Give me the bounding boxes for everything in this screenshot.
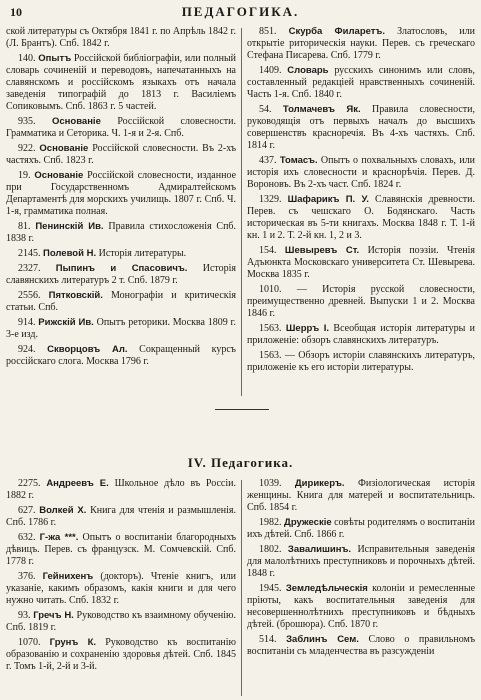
entry-number: 2145. xyxy=(18,248,41,259)
entry-number: 914. xyxy=(18,317,36,328)
catalog-entry xyxy=(6,532,236,568)
entry-number: 1982. xyxy=(259,517,282,528)
entry-text: Опытъ реторики. Москва 1809 г. 3-е изд. xyxy=(6,317,236,340)
entry-author: Толмачевъ Як. xyxy=(282,104,361,115)
entry-author: Рижскій Ив. xyxy=(38,317,94,328)
entry-text: Исправительныя заведенія для малолѣтнихъ преступниковъ и порочныхъ дѣтей. 1848 г. xyxy=(247,544,476,579)
column-divider-top xyxy=(241,28,242,396)
entry-number: 1039. xyxy=(259,478,282,489)
catalog-entry xyxy=(6,610,236,634)
entry-number: 924. xyxy=(18,344,36,355)
entry-author: Гейнихенъ xyxy=(42,571,94,582)
catalog-entry xyxy=(6,248,236,260)
catalog-entry xyxy=(6,344,236,368)
entry-text: — Исторія русской словесности, преимущественно древней. Выпуски 1 и 2. Москва 1846 г. xyxy=(247,284,476,319)
entry-text: Физіологическая исторія женщины. Книга для матерей и воспитательницъ. Спб. 1854 г. xyxy=(247,478,475,513)
catalog-entry xyxy=(6,637,236,673)
column-divider-bottom xyxy=(241,480,242,696)
entry-author: Волкей Х. xyxy=(39,505,87,516)
entry-text: Исторія литературы. xyxy=(98,248,187,259)
entry-number: 140. xyxy=(18,53,36,64)
entry-text: Правила стихосложенія Спб. 1838 г. xyxy=(6,221,237,244)
catalog-entry xyxy=(247,323,475,347)
catalog-entry xyxy=(247,350,475,374)
entry-author: Шевыревъ Ст. xyxy=(284,245,360,256)
entry-author: Шерръ І. xyxy=(285,323,330,334)
entry-number: 514. xyxy=(259,634,277,645)
catalog-entry xyxy=(6,143,236,167)
entry-text: Опытъ о похвальныхъ словахъ, или исторія ихъ словесности и краснорѣчія. Перев. Д. Вороновъ. Въ 2-хъ част. Спб. 1824 г. xyxy=(247,155,476,190)
catalog-entry xyxy=(6,505,236,529)
entry-number: 19. xyxy=(18,170,31,181)
catalog-entry xyxy=(247,583,475,631)
catalog-entry xyxy=(247,245,475,281)
entry-author: Г-жа ***. xyxy=(39,532,79,543)
entry-text: Руководство къ взаимному обученію. Спб. 1819 г. xyxy=(6,610,236,633)
entry-text: Слово о правильномъ воспитаніи съ младенчества въ разсужденіи xyxy=(247,634,476,657)
entry-text: Сокращенный курсъ россійскаго слога. Москва 1796 г. xyxy=(6,344,236,367)
catalog-entry xyxy=(247,544,475,580)
running-title: ПЕДАГОГИКА. xyxy=(181,4,300,19)
page-number: 10 xyxy=(10,5,22,19)
entry-text: Исторія поэзіи. Чтенія Адъюнкта Московскаго университета Ст. Шевырева. Москва 1835 г. xyxy=(247,245,476,280)
entry-author: Опытъ xyxy=(38,53,72,64)
entry-text: Россійской словесности. Въ 2-хъ частяхъ. Спб. 1823 г. xyxy=(6,143,237,166)
entry-author: Пенинскій Ив. xyxy=(35,221,104,232)
entry-text: Россійской библіографіи, или полный словарь сочиненій и переводовъ, напечатанныхъ на славянскомъ и россійскомъ языкахъ отъ начала заведенія типографій до 1813 г. Василіемъ Сопиковымъ. Спб. 1863 г. 5 частей. xyxy=(6,53,237,112)
entry-text: Правила словесности, руководящія отъ первыхъ началъ до высшихъ совершенствъ красноречія. Въ 4-хъ частяхъ. Спб. 1814 г. xyxy=(247,104,476,151)
entry-number: 1945. xyxy=(259,583,282,594)
entry-number: 1329. xyxy=(259,194,282,205)
catalog-entry xyxy=(247,65,475,101)
entry-author: Шафарикъ П. У. xyxy=(287,194,369,205)
entry-text: Славянскія древности. Перев. съ чешскаго О. Бодянскаго. Часть историческая въ 5-ти книгахъ. Москва 1848 г. Т. 1-й кн. 1 и 2. Т. 2-й кн. 1, 2 и 3. xyxy=(247,194,476,241)
catalog-entry xyxy=(247,155,475,191)
top-right-column xyxy=(247,26,475,377)
catalog-entry xyxy=(247,634,475,658)
catalog-entry xyxy=(247,284,475,320)
entry-number: 154. xyxy=(259,245,277,256)
entry-author: Основаніе xyxy=(39,143,89,154)
entry-author: Словарь xyxy=(287,65,329,76)
entry-number: 627. xyxy=(18,505,36,516)
entry-number: 1010. xyxy=(259,284,282,295)
entry-text: Опытъ о воспитаніи благородныхъ дѣвицъ. Перев. съ французск. М. Сомчевскій. Спб. 1778 г. xyxy=(6,532,237,567)
entry-text: Россійской словесности. Грамматика и Сеторика. Ч. 1-я и 2-я. Спб. xyxy=(6,116,237,139)
entry-text: Исторія славянскихъ литературъ 2 т. Спб. 1879 г. xyxy=(6,263,236,286)
entry-text: Россійской словесности, изданное при Государственномъ Адмиралтейскомъ Департаментѣ для морскихъ училищь. 1807 г. Спб. Ч. 1-я, грамматика полная. xyxy=(6,170,237,217)
catalog-entry xyxy=(6,478,236,502)
entry-number: 1802. xyxy=(259,544,282,555)
catalog-entry xyxy=(247,478,475,514)
catalog-entry xyxy=(6,221,236,245)
entry-number: 376. xyxy=(18,571,36,582)
entry-author: Скурба Филаретъ. xyxy=(288,26,385,37)
page-header xyxy=(10,6,471,24)
catalog-entry xyxy=(247,194,475,242)
top-left-column xyxy=(6,26,236,371)
entry-author: Андреевъ Е. xyxy=(46,478,109,489)
entry-author: Полевой Н. xyxy=(43,248,97,259)
entry-number: 2327. xyxy=(18,263,41,274)
catalog-entry xyxy=(6,290,236,314)
entry-number: 1070. xyxy=(18,637,41,648)
catalog-entry xyxy=(6,26,236,50)
entry-text: Руководство къ воспитанію образованію и сохраненію здоровья дѣтей. Спб. 1845 г. Томъ 1-й, 2-й и 3-й. xyxy=(6,637,237,672)
catalog-entry xyxy=(247,517,475,541)
entry-number: 1409. xyxy=(259,65,282,76)
entry-author: Земледѣльческія xyxy=(285,583,368,594)
catalog-entry xyxy=(247,26,475,62)
entry-number: 935. xyxy=(18,116,36,127)
entry-number: 437. xyxy=(259,155,277,166)
entry-author: Томасъ. xyxy=(279,155,318,166)
entry-author: Основаніе xyxy=(34,170,84,181)
catalog-entry xyxy=(6,116,236,140)
entry-author: Гречъ Н. xyxy=(33,610,74,621)
entry-text: ской литературы съ Октября 1841 г. по Апрѣль 1842 г. (Л. Брантъ). Спб. 1842 г. xyxy=(6,26,236,49)
entry-author: Дирикеръ. xyxy=(294,478,345,489)
entry-text: русскихъ синонимъ или словъ, составленный редакціей нравственныхъ сочиненій. Часть 1-я. Спб. 1840 г. xyxy=(247,65,476,100)
catalog-entry xyxy=(6,53,236,113)
bottom-right-column xyxy=(247,478,475,661)
entry-text: совѣты родителямъ о воспитаніи ихъ дѣтей. Спб. 1866 г. xyxy=(247,517,475,540)
entry-text: Златословъ, или открытіе риторическія науки. Перев. съ греческаго Стефана Писарева. Спб. 1779 г. xyxy=(247,26,475,61)
entry-number: 81. xyxy=(18,221,31,232)
catalog-entry xyxy=(6,170,236,218)
entry-number: 93. xyxy=(18,610,31,621)
entry-text: Всеобщая исторія литературы и приложеніе: обзоръ славянскихъ литературъ. xyxy=(247,323,476,346)
entry-number: 922. xyxy=(18,143,36,154)
entry-author: Скворцовъ Ал. xyxy=(47,344,128,355)
bottom-left-column xyxy=(6,478,236,676)
section-divider xyxy=(215,409,269,410)
entry-author: Пыпинъ и Спасовичъ. xyxy=(55,263,188,274)
entry-author: Пятковскій. xyxy=(48,290,103,301)
entry-text: Школьное дѣло въ Россіи. 1882 г. xyxy=(6,478,236,501)
catalog-entry xyxy=(247,104,475,152)
entry-text: — Обзоръ исторіи славянскихъ литературъ, приложеніе къ его исторіи литературы. xyxy=(247,350,475,373)
entry-author: Грунъ К. xyxy=(49,637,97,648)
entry-number: 54. xyxy=(259,104,272,115)
entry-text: колоніи и ремесленные пріюты, какъ воспитательныя заведенія для несовершеннолѣтнихъ преступниковъ и бѣдныхъ дѣтей. (брошюра). Спб. 1870 г. xyxy=(247,583,476,630)
entry-author: Завалишинъ. xyxy=(287,544,352,555)
catalog-entry xyxy=(6,263,236,287)
entry-number: 632. xyxy=(18,532,36,543)
entry-text: Книга для чтенія и размышленія. Спб. 1786 г. xyxy=(6,505,237,528)
entry-number: 851. xyxy=(259,26,277,37)
entry-text: (докторъ). Чтеніе книгъ, или указаніе, какимъ образомъ, какія книги и для чего нужно читать. Спб. 1832 г. xyxy=(6,571,237,606)
entry-author: Основаніе xyxy=(51,116,101,127)
catalog-entry xyxy=(6,571,236,607)
entry-number: 2556. xyxy=(18,290,41,301)
catalog-entry xyxy=(6,317,236,341)
entry-number: 1563. xyxy=(259,323,282,334)
entry-author: Дружескіе xyxy=(284,517,332,528)
section-heading: IV. Педагогика. xyxy=(187,455,294,470)
entry-number: 2275. xyxy=(18,478,41,489)
entry-text: Монографіи и критическія статьи. Спб. xyxy=(6,290,237,313)
entry-author: Заблинъ Сем. xyxy=(286,634,359,645)
entry-number: 1563. xyxy=(259,350,282,361)
